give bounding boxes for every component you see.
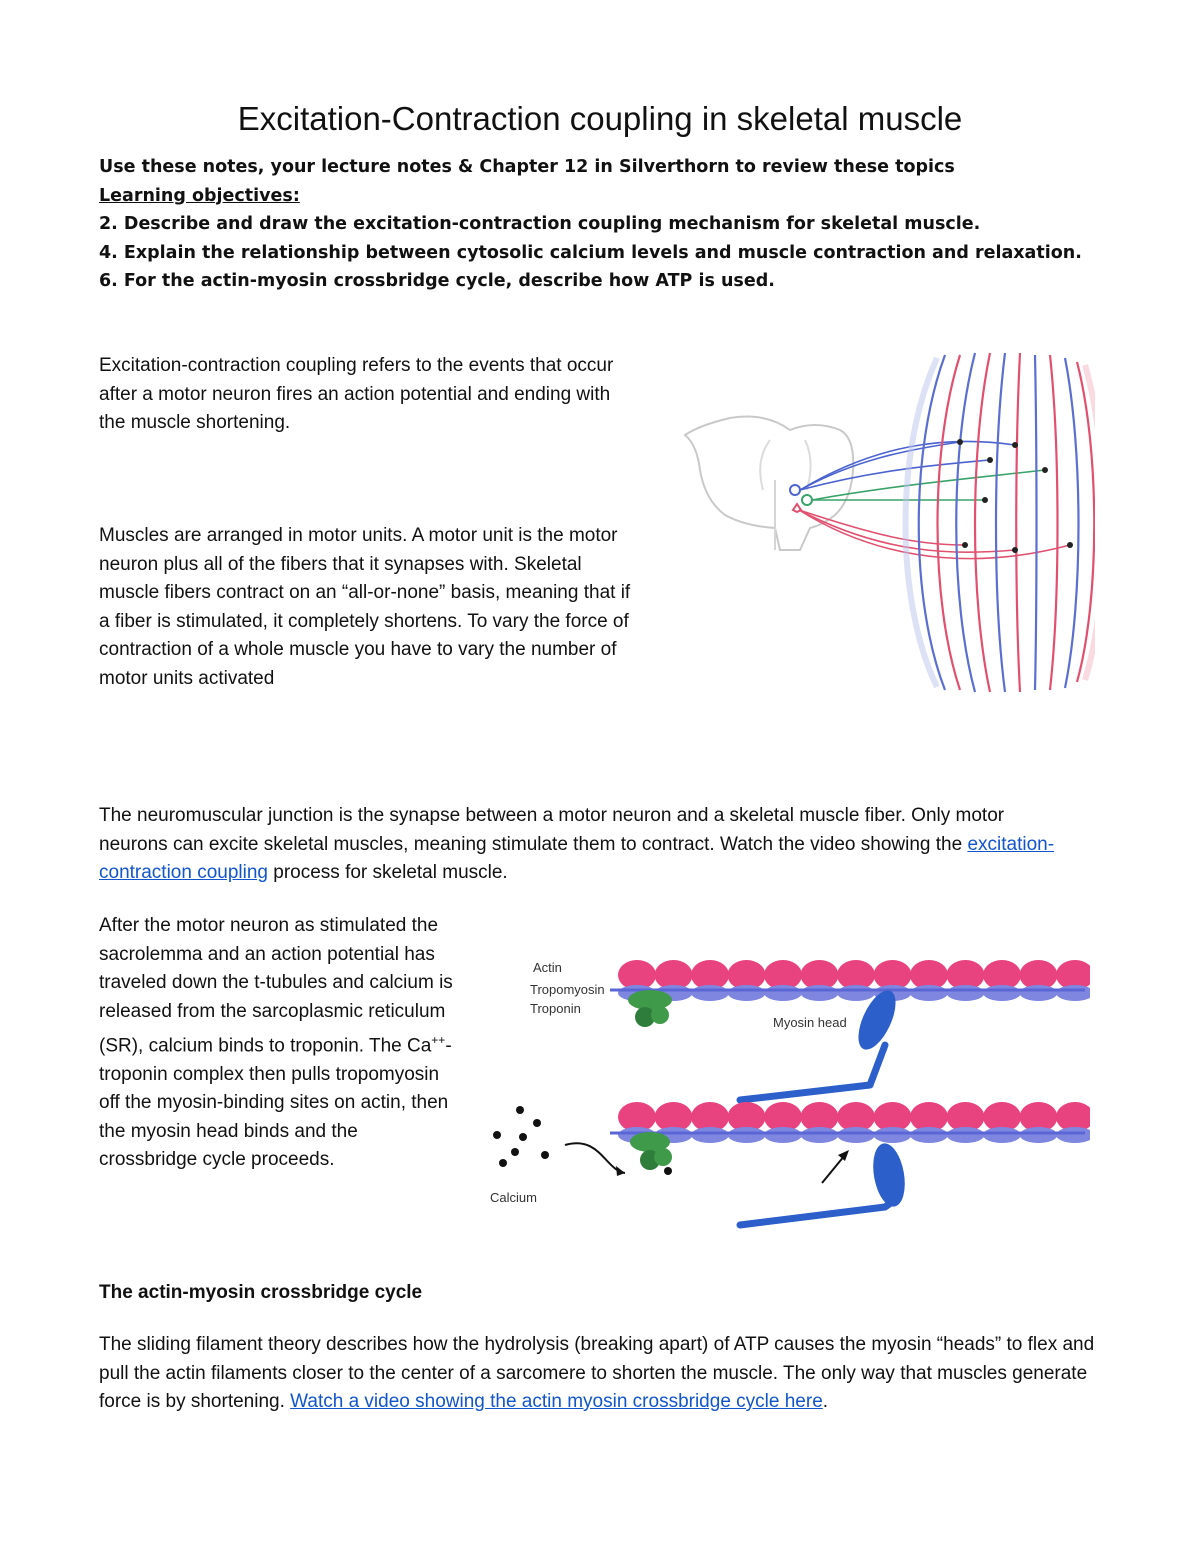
actin-bead-lower — [910, 1127, 948, 1143]
calcium-text-before: After the motor neuron as stimulated the sacrolemma and an action potential has traveled down the t-tubules and calcium is released from the sarcoplasmic reticulum (SR), calcium binds to troponin. The Ca — [99, 915, 453, 1057]
objectives-block — [99, 153, 1119, 296]
actin-label: Actin — [533, 960, 562, 975]
intro-line: Use these notes, your lecture notes & Chapter 12 in Silverthorn to review these topics — [99, 157, 955, 177]
tropomyosin-label: Tropomyosin — [530, 982, 605, 997]
actin-bead-lower — [1020, 1127, 1058, 1143]
actin-bead-lower — [837, 985, 875, 1001]
calcium-superscript: ++ — [431, 1033, 446, 1047]
paragraph-crossbridge — [99, 1331, 1109, 1417]
actin-bead-lower — [837, 1127, 875, 1143]
nmj-text-before: The neuromuscular junction is the synapse between a motor neuron and a skeletal muscle fiber. Only motor neurons can excite skeletal muscles, meaning stimulate them to contract. Watch the video showing the — [99, 805, 1005, 855]
calcium-label: Calcium — [490, 1190, 537, 1205]
calcium-ions — [493, 1106, 549, 1167]
actin-bead-lower — [728, 985, 766, 1001]
actin-bead-lower — [910, 985, 948, 1001]
nmj-text-after: process for skeletal muscle. — [268, 862, 508, 883]
actin-bead-lower — [764, 985, 802, 1001]
troponin-label: Troponin — [530, 1001, 581, 1016]
motor-unit-figure — [675, 350, 1095, 695]
crossbridge-text-before: The sliding filament theory describes how the hydrolysis (breaking apart) of ATP causes the myosin “heads” to flex and pull the actin filaments closer to the center of a sarcomere to shorten the muscle. The only way that muscles generate force is by shortening. — [99, 1334, 1095, 1412]
page-title: Excitation-Contraction coupling in skeletal muscle — [237, 100, 963, 137]
myosin-head-bottom — [740, 1141, 909, 1225]
actin-bead-lower — [801, 985, 839, 1001]
actin-filament-bottom — [610, 1102, 1090, 1143]
crossbridge-text-after: . — [822, 1391, 829, 1412]
actin-filament-top — [610, 960, 1090, 1001]
paragraph-ec-coupling: Excitation-contraction coupling refers to the events that occur after a motor neuron fires an action potential and ending with the muscle shortening. — [99, 355, 614, 433]
actin-bead-lower — [947, 1127, 985, 1143]
myosin-head-top — [740, 985, 903, 1100]
calcium-text-after: -troponin complex then pulls tropomyosin off the myosin-binding sites on actin, then the myosin head binds and the crossbridge cycle proceeds. — [99, 1035, 452, 1171]
actin-bead-lower — [801, 1127, 839, 1143]
actin-bead-lower — [728, 1127, 766, 1143]
learning-objectives-heading: Learning objectives: — [99, 185, 300, 206]
binding-arrow-icon — [822, 1150, 849, 1183]
crossbridge-heading: The actin-myosin crossbridge cycle — [99, 1282, 423, 1303]
actin-bead-lower — [983, 1127, 1021, 1143]
ec-coupling-video-link[interactable]: excitation-contraction coupling — [99, 833, 1055, 883]
actin-bead-lower — [691, 985, 729, 1001]
actin-bead-lower — [983, 985, 1021, 1001]
objective-item: 2. Describe and draw the excitation-contraction coupling mechanism for skeletal muscle. — [99, 214, 981, 234]
paragraph-calcium — [99, 912, 459, 1175]
motor-axons — [799, 441, 1070, 558]
actin-bead-lower — [764, 1127, 802, 1143]
curved-arrow-icon — [565, 1143, 625, 1173]
myosin-head-label: Myosin head — [773, 1015, 847, 1030]
troponin-complex-top — [628, 990, 672, 1027]
paragraph-motor-units: Muscles are arranged in motor units. A motor unit is the motor neuron plus all of the fibers that it synapses with. Skeletal muscle fibers contract on an “all-or-none” basis, meaning that if a fiber is stimulated, it completely shortens. To vary the force of contraction of a whole muscle you have to vary the number of motor units activated — [99, 525, 631, 689]
actin-bead-lower — [1020, 985, 1058, 1001]
actin-bead-lower — [1056, 985, 1090, 1001]
filament-figure — [485, 945, 1090, 1235]
troponin-complex-bottom — [630, 1132, 672, 1175]
actin-bead-lower — [691, 1127, 729, 1143]
objective-item: 6. For the actin-myosin crossbridge cycle, describe how ATP is used. — [99, 271, 775, 291]
actin-bead-lower — [947, 985, 985, 1001]
objective-item: 4. Explain the relationship between cytosolic calcium levels and muscle contraction and relaxation. — [99, 242, 1082, 263]
actin-bead-lower — [874, 1127, 912, 1143]
muscle-fibers — [906, 353, 1096, 692]
crossbridge-video-link[interactable]: Watch a video showing the actin myosin crossbridge cycle here — [290, 1391, 823, 1412]
actin-bead-lower — [1056, 1127, 1090, 1143]
paragraph-nmj — [99, 802, 1059, 888]
